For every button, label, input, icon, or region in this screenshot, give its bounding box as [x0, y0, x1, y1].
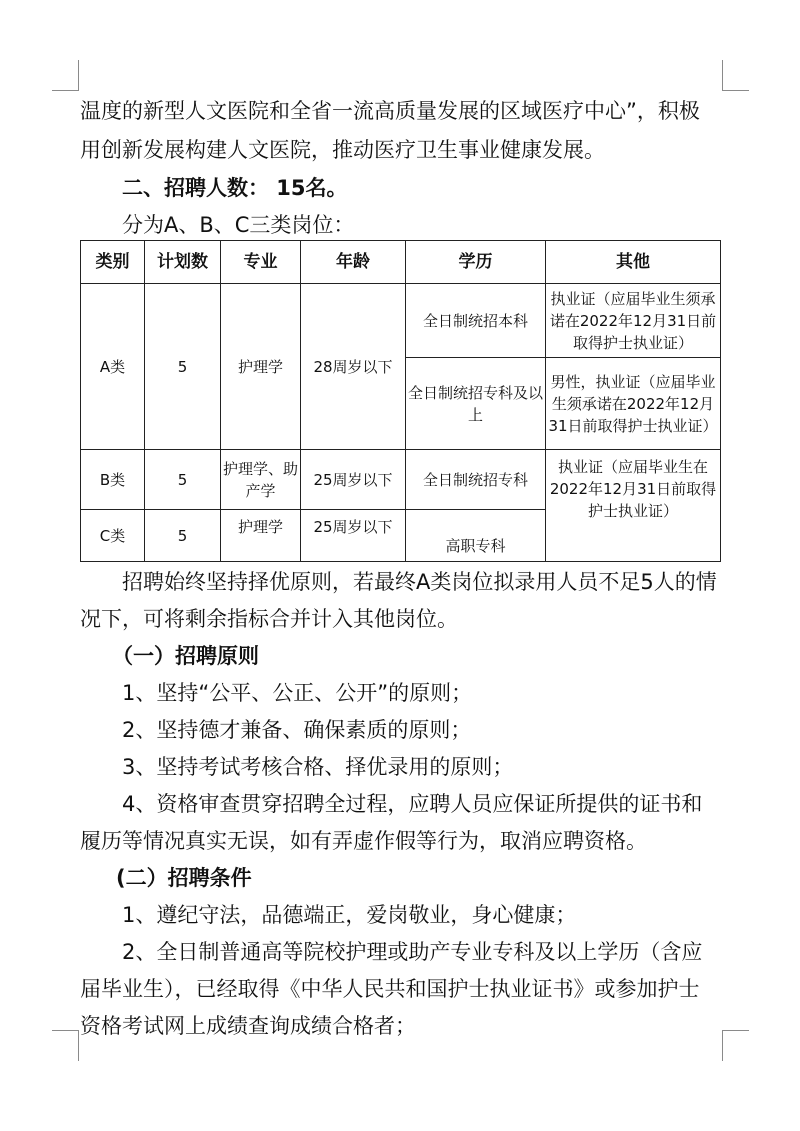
cell-education: 全日制统招专科	[406, 450, 546, 510]
cell-other: 男性，执业证（应届毕业生须承诺在2022年12月31日前取得护士执业证）	[546, 358, 721, 450]
header-other: 其他	[546, 241, 721, 284]
table-header-row	[81, 241, 721, 284]
cell-category: C类	[81, 510, 145, 562]
body-line: 2、坚持德才兼备、确保素质的原则；	[122, 718, 472, 742]
body-line: 履历等情况真实无误，如有弄虚作假等行为，取消应聘资格。	[80, 829, 647, 853]
header-age: 年龄	[301, 241, 406, 284]
cell-major: 护理学	[221, 510, 301, 562]
cell-count: 5	[145, 450, 221, 510]
cell-count: 5	[145, 510, 221, 562]
body-line: 3、坚持考试考核合格、择优录用的原则；	[122, 755, 514, 779]
cell-count: 5	[145, 284, 221, 450]
table-row	[81, 284, 721, 358]
cell-category: B类	[81, 450, 145, 510]
crop-mark-top-left	[52, 60, 79, 91]
body-line: 2、全日制普通高等院校护理或助产专业专科及以上学历（含应	[122, 940, 703, 964]
cell-category: A类	[81, 284, 145, 450]
body-line: 4、资格审查贯穿招聘全过程，应聘人员应保证所提供的证书和	[122, 792, 703, 816]
positions-table	[80, 240, 721, 562]
body-line: 分为A、B、C三类岗位：	[122, 213, 355, 237]
header-category: 类别	[81, 241, 145, 284]
cell-education: 高职专科	[406, 510, 546, 562]
cell-age: 25周岁以下	[301, 510, 406, 562]
crop-mark-bottom-left	[52, 1030, 79, 1061]
section-heading: 二、招聘人数： 15名。	[122, 176, 348, 200]
body-line: 招聘始终坚持择优原则，若最终A类岗位拟录用人员不足5人的情	[122, 570, 717, 594]
header-education: 学历	[406, 241, 546, 284]
table-row	[81, 450, 721, 510]
cell-age: 28周岁以下	[301, 284, 406, 450]
header-count: 计划数	[145, 241, 221, 284]
body-line: 1、坚持“公平、公正、公开”的原则；	[122, 681, 473, 705]
cell-age: 25周岁以下	[301, 450, 406, 510]
cell-education: 全日制统招专科及以上	[406, 358, 546, 450]
header-major: 专业	[221, 241, 301, 284]
cell-other: 执业证（应届毕业生须承诺在2022年12月31日前取得护士执业证）	[546, 284, 721, 358]
crop-mark-top-right	[722, 60, 749, 91]
body-line: 资格考试网上成绩查询成绩合格者；	[80, 1014, 416, 1038]
body-line: 1、遵纪守法，品德端正，爱岗敬业，身心健康；	[122, 903, 577, 927]
cell-other: 执业证（应届毕业生在2022年12月31日前取得护士执业证）	[546, 450, 721, 562]
body-line: 用创新发展构建人文医院，推动医疗卫生事业健康发展。	[80, 138, 605, 162]
subsection-heading: （一）招聘原则	[112, 644, 259, 668]
cell-education: 全日制统招本科	[406, 284, 546, 358]
body-line: 温度的新型人文医院和全省一流高质量发展的区域医疗中心”，积极	[80, 99, 700, 123]
cell-major: 护理学、助产学	[221, 450, 301, 510]
cell-major: 护理学	[221, 284, 301, 450]
body-line: 届毕业生），已经取得《中华人民共和国护士执业证书》或参加护士	[80, 977, 700, 1001]
subsection-heading: (二）招聘条件	[116, 866, 252, 890]
crop-mark-bottom-right	[722, 1030, 749, 1061]
body-line: 况下，可将剩余指标合并计入其他岗位。	[80, 607, 458, 631]
